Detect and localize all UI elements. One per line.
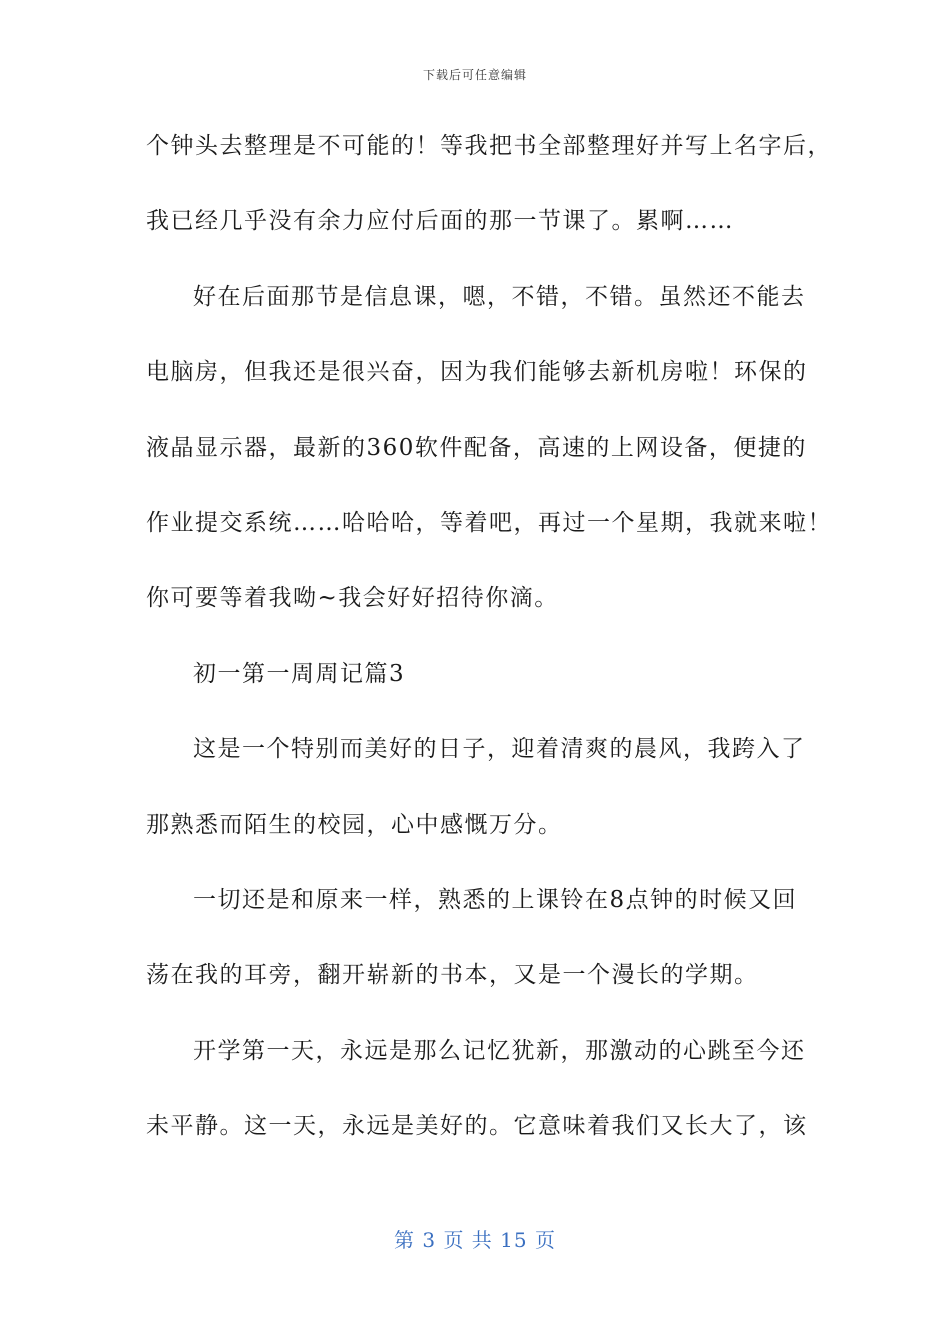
text-line-9: 这是一个特别而美好的日子，迎着清爽的晨风，我跨入了 (193, 736, 806, 763)
page-number-footer: 第 3 页 共 15 页 (394, 1228, 556, 1252)
text-line-7: 你可要等着我呦~我会好好招待你滴。 (146, 585, 559, 612)
document-body (146, 120, 832, 1175)
page-header: 下载后可任意编辑 (422, 68, 527, 82)
text-line-1: 个钟头去整理是不可能的！等我把书全部整理好并写上名字后， (146, 133, 832, 159)
text-line-14: 未平静。这一天，永远是美好的。它意味着我们又长大了，该 (146, 1113, 808, 1140)
text-line-12: 荡在我的耳旁，翻开崭新的书本，又是一个漫长的学期。 (146, 962, 759, 989)
text-line-4: 电脑房，但我还是很兴奋，因为我们能够去新机房啦！环保的 (146, 359, 808, 386)
text-line-13: 开学第一天，永远是那么记忆犹新，那激动的心跳至今还 (193, 1037, 806, 1064)
text-line-3: 好在后面那节是信息课，嗯，不错，不错。虽然还不能去 (193, 283, 806, 310)
text-line-5: 液晶显示器，最新的360软件配备，高速的上网设备，便捷的 (146, 434, 807, 461)
text-line-10: 那熟悉而陌生的校园，心中感慨万分。 (146, 811, 563, 838)
text-line-2: 我已经几乎没有余力应付后面的那一节课了。累啊…… (146, 208, 734, 235)
text-line-11: 一切还是和原来一样，熟悉的上课铃在8点钟的时候又回 (193, 886, 798, 913)
section-heading: 初一第一周周记篇3 (193, 660, 406, 687)
text-line-6: 作业提交系统……哈哈哈，等着吧，再过一个星期，我就来啦！ (146, 509, 832, 536)
